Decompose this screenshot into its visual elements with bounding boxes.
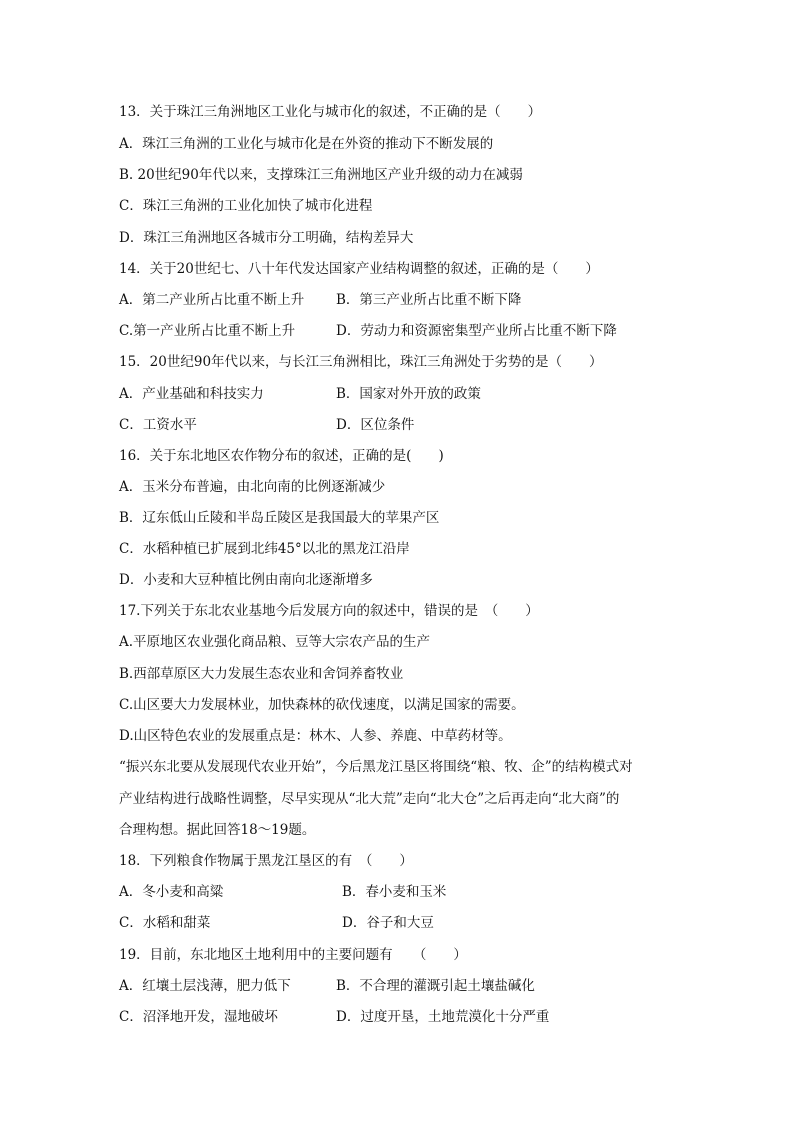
q16-stem: 16．关于东北地区农作物分布的叙述，正确的是( ) [119,448,444,464]
q18-option-d: D．谷子和大豆 [342,915,434,931]
q15-option-b: B．国家对外开放的政策 [336,386,481,402]
q16-option-a: A．玉米分布普遍，由北向南的比例逐渐减少 [119,479,386,495]
q14-option-c: C.第一产业所占比重不断上升 [119,323,296,339]
q14-option-d: D．劳动力和资源密集型产业所占比重不断下降 [336,323,617,339]
q14-stem: 14．关于20世纪七、八十年代发达国家产业结构调整的叙述，正确的是（ ） [119,261,599,277]
q15-option-a: A．产业基础和科技实力 [119,386,264,402]
q15-stem: 15．20世纪90年代以来，与长江三角洲相比，珠江三角洲处于劣势的是（ ） [119,354,603,370]
q17-option-a: A.平原地区农业强化商品粮、豆等大宗农产品的生产 [119,634,431,650]
q17-stem: 17.下列关于东北农业基地今后发展方向的叙述中，错误的是 （ ） [119,603,539,619]
q14-option-b: B．第三产业所占比重不断下降 [336,292,522,308]
q15-option-d: D．区位条件 [336,417,415,433]
passage-line-2: 产业结构进行战略性调整，尽早实现从“北大荒”走向“北大仓”之后再走向“北大商”的 [119,791,620,807]
q16-option-d: D．小麦和大豆种植比例由南向北逐渐增多 [119,572,373,588]
q18-stem: 18．下列粮食作物属于黑龙江垦区的有 （ ） [119,853,413,869]
q17-option-b: B.西部草原区大力发展生态农业和舍饲养畜牧业 [119,666,404,682]
q18-option-c: C．水稻和甜菜 [119,915,211,931]
q17-option-c: C.山区要大力发展林业，加快森林的砍伐速度，以满足国家的需要。 [119,697,525,713]
q14-option-a: A．第二产业所占比重不断上升 [119,292,305,308]
q13-option-c: C．珠江三角洲的工业化加快了城市化进程 [119,198,373,214]
q13-option-d: D．珠江三角洲地区各城市分工明确，结构差异大 [119,230,414,246]
q18-option-b: B．春小麦和玉米 [342,884,447,900]
q19-option-b: B．不合理的灌溉引起土壤盐碱化 [336,978,535,994]
q13-option-a: A．珠江三角洲的工业化与城市化是在外资的推动下不断发展的 [119,136,494,152]
q13-option-b: B. 20世纪90年代以来，支撑珠江三角洲地区产业升级的动力在减弱 [119,167,523,183]
q15-option-c: C．工资水平 [119,417,197,433]
q19-option-a: A．红壤土层浅薄，肥力低下 [119,978,291,994]
q19-option-d: D．过度开垦，土地荒漠化十分严重 [336,1009,550,1025]
q18-option-a: A．冬小麦和高粱 [119,884,224,900]
q17-option-d: D.山区特色农业的发展重点是：林木、人参、养鹿、中草药材等。 [119,728,512,744]
q16-option-b: B．辽东低山丘陵和半岛丘陵区是我国最大的苹果产区 [119,510,440,526]
q19-stem: 19．目前，东北地区土地利用中的主要问题有 （ ） [119,947,467,963]
q13-stem: 13．关于珠江三角洲地区工业化与城市化的叙述，不正确的是（ ） [119,104,542,120]
passage-line-1: “振兴东北要从发展现代农业开始”，今后黑龙江垦区将围绕“粮、牧、企”的结构模式对 [119,759,633,775]
q19-option-c: C．沼泽地开发，湿地破坏 [119,1009,278,1025]
passage-line-3: 合理构想。据此回答18～19题。 [119,822,316,838]
q16-option-c: C．水稻种植已扩展到北纬45°以北的黑龙江沿岸 [119,541,410,557]
